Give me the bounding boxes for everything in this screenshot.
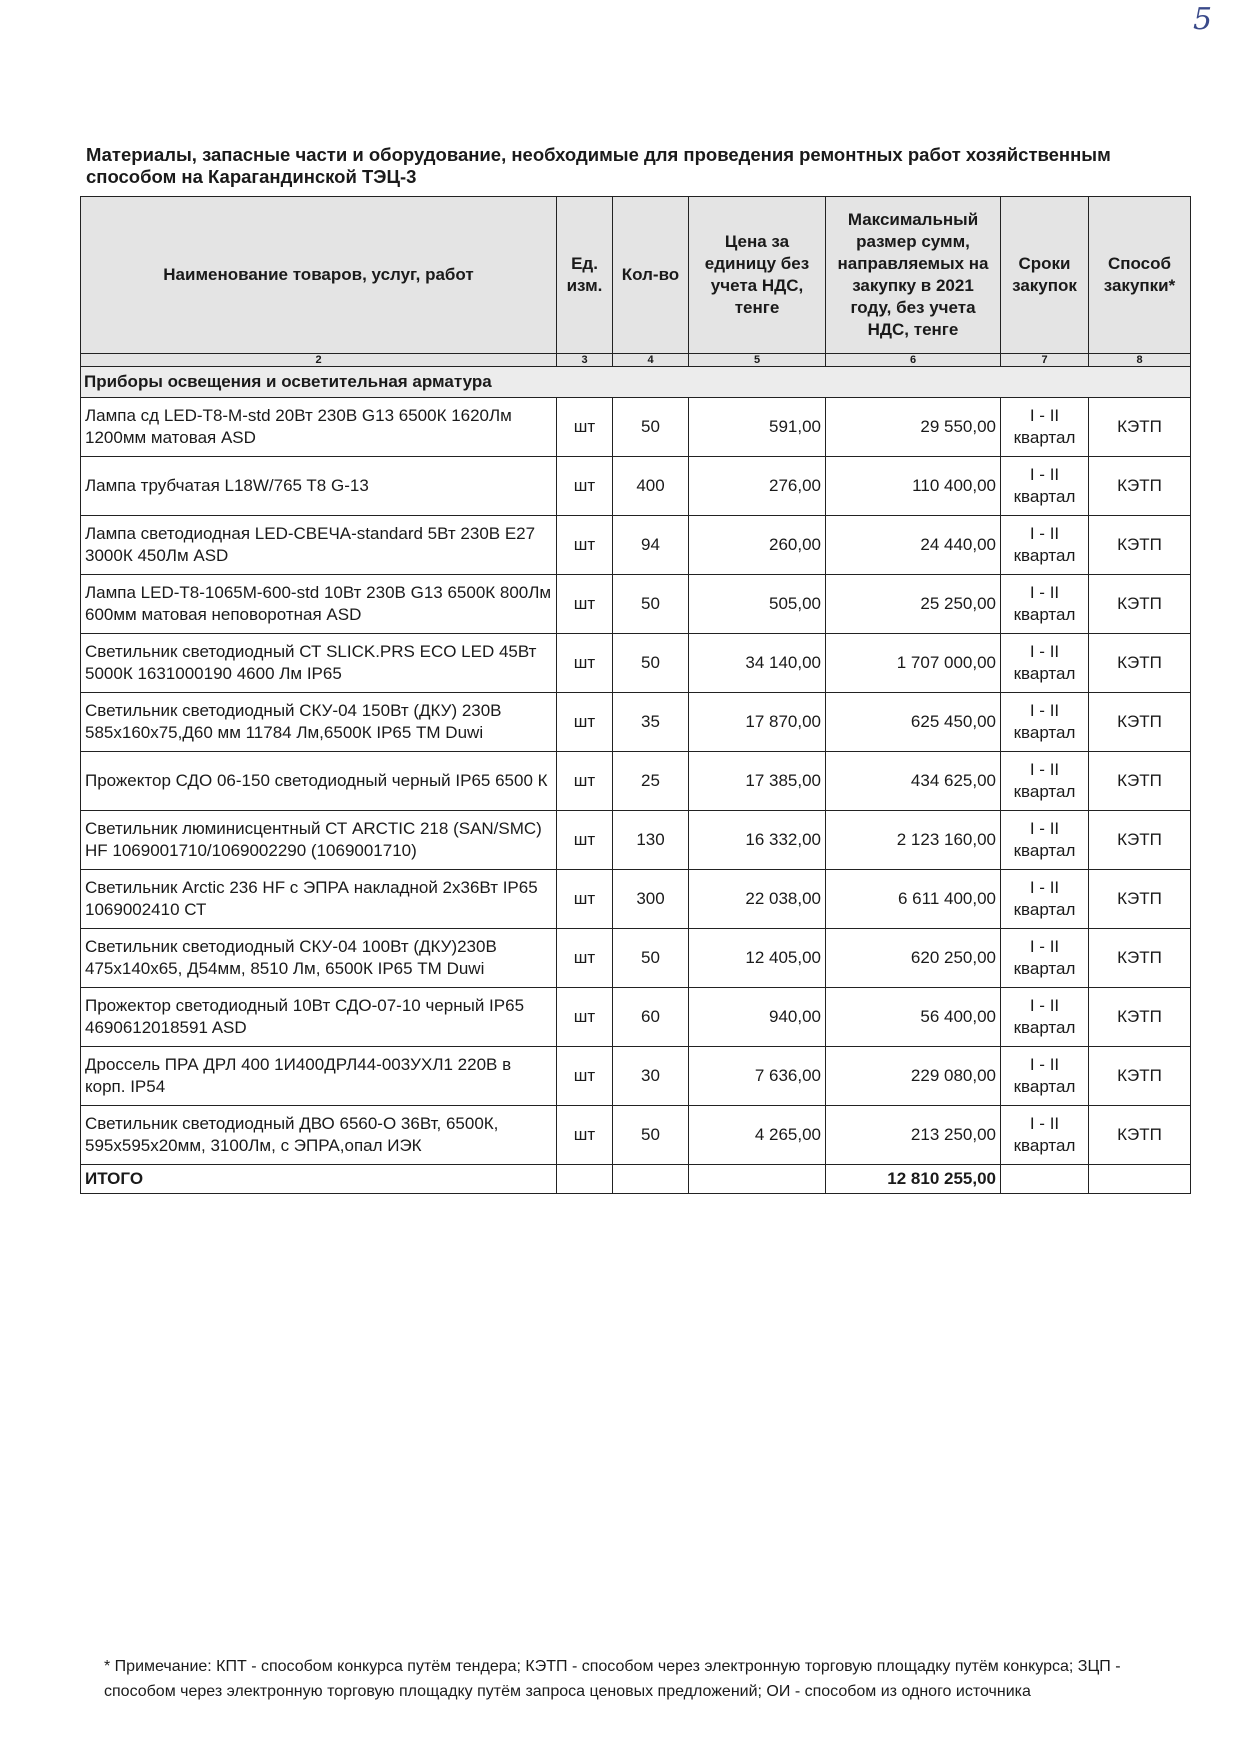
- table-row: [81, 1106, 1191, 1165]
- item-sum: 620 250,00: [826, 929, 1001, 988]
- item-sum: 110 400,00: [826, 457, 1001, 516]
- item-qty: 50: [613, 929, 689, 988]
- item-method: КЭТП: [1089, 1106, 1191, 1165]
- item-price: 4 265,00: [689, 1106, 826, 1165]
- column-number: 4: [613, 354, 689, 367]
- item-method: КЭТП: [1089, 457, 1191, 516]
- item-unit: шт: [557, 457, 613, 516]
- item-term: I - II квартал: [1001, 398, 1089, 457]
- item-price: 34 140,00: [689, 634, 826, 693]
- column-number: 3: [557, 354, 613, 367]
- item-sum: 2 123 160,00: [826, 811, 1001, 870]
- item-qty: 300: [613, 870, 689, 929]
- column-number: 8: [1089, 354, 1191, 367]
- column-header-qty: Кол-во: [613, 197, 689, 354]
- item-qty: 30: [613, 1047, 689, 1106]
- column-number: 2: [81, 354, 557, 367]
- item-name: Лампа сд LED-T8-M-std 20Вт 230В G13 6500К 1620Лм 1200мм матовая ASD: [81, 398, 557, 457]
- item-unit: шт: [557, 870, 613, 929]
- item-method: КЭТП: [1089, 634, 1191, 693]
- item-name: Прожектор СДО 06-150 светодиодный черный IP65 6500 К: [81, 752, 557, 811]
- document-heading: Материалы, запасные части и оборудование, необходимые для проведения ремонтных работ хозяйственным способом на Карагандинской ТЭЦ-3: [86, 144, 1111, 187]
- item-qty: 50: [613, 1106, 689, 1165]
- procurement-table: [80, 196, 1191, 1194]
- item-term: I - II квартал: [1001, 575, 1089, 634]
- item-unit: шт: [557, 988, 613, 1047]
- item-sum: 56 400,00: [826, 988, 1001, 1047]
- item-price: 16 332,00: [689, 811, 826, 870]
- table-row: [81, 988, 1191, 1047]
- total-label: ИТОГО: [81, 1165, 557, 1194]
- item-sum: 1 707 000,00: [826, 634, 1001, 693]
- item-name: Светильник светодиодный СКУ-04 100Вт (ДКУ)230В 475х140х65, Д54мм, 8510 Лм, 6500К IP65 ТМ Duwi: [81, 929, 557, 988]
- item-qty: 25: [613, 752, 689, 811]
- item-method: КЭТП: [1089, 693, 1191, 752]
- item-unit: шт: [557, 398, 613, 457]
- item-qty: 50: [613, 575, 689, 634]
- item-unit: шт: [557, 811, 613, 870]
- item-price: 505,00: [689, 575, 826, 634]
- item-term: I - II квартал: [1001, 634, 1089, 693]
- item-term: I - II квартал: [1001, 457, 1089, 516]
- column-header-unit: Ед. изм.: [557, 197, 613, 354]
- item-term: I - II квартал: [1001, 752, 1089, 811]
- item-unit: шт: [557, 1106, 613, 1165]
- total-empty-cell: [557, 1165, 613, 1194]
- item-method: КЭТП: [1089, 516, 1191, 575]
- item-method: КЭТП: [1089, 1047, 1191, 1106]
- section-title: Приборы освещения и осветительная арматура: [81, 367, 1191, 398]
- table-row: [81, 634, 1191, 693]
- table-row: [81, 516, 1191, 575]
- table-row: [81, 870, 1191, 929]
- item-method: КЭТП: [1089, 575, 1191, 634]
- item-term: I - II квартал: [1001, 516, 1089, 575]
- column-header-term: Сроки закупок: [1001, 197, 1089, 354]
- item-term: I - II квартал: [1001, 1106, 1089, 1165]
- table-row: [81, 398, 1191, 457]
- item-unit: шт: [557, 575, 613, 634]
- item-name: Прожектор светодиодный 10Вт СДО-07-10 черный IP65 4690612018591 ASD: [81, 988, 557, 1047]
- table-header-row: [81, 197, 1191, 354]
- item-qty: 50: [613, 634, 689, 693]
- item-name: Светильник Arctic 236 HF с ЭПРА накладной 2х36Вт IP65 1069002410 СТ: [81, 870, 557, 929]
- item-qty: 50: [613, 398, 689, 457]
- item-sum: 213 250,00: [826, 1106, 1001, 1165]
- column-number-row: [81, 354, 1191, 367]
- total-empty-cell: [613, 1165, 689, 1194]
- column-header-method: Способ закупки*: [1089, 197, 1191, 354]
- item-sum: 29 550,00: [826, 398, 1001, 457]
- item-qty: 130: [613, 811, 689, 870]
- item-method: КЭТП: [1089, 811, 1191, 870]
- item-price: 17 870,00: [689, 693, 826, 752]
- item-method: КЭТП: [1089, 398, 1191, 457]
- item-name: Светильник светодиодный СТ SLICK.PRS ECO LED 45Вт 5000К 1631000190 4600 Лм IP65: [81, 634, 557, 693]
- item-name: Лампа трубчатая L18W/765 T8 G-13: [81, 457, 557, 516]
- column-number: 6: [826, 354, 1001, 367]
- column-number: 5: [689, 354, 826, 367]
- table-row: [81, 693, 1191, 752]
- total-empty-cell: [1001, 1165, 1089, 1194]
- item-sum: 229 080,00: [826, 1047, 1001, 1106]
- item-term: I - II квартал: [1001, 988, 1089, 1047]
- table-row: [81, 457, 1191, 516]
- item-name: Лампа LED-T8-1065M-600-std 10Вт 230В G13 6500К 800Лм 600мм матовая неповоротная ASD: [81, 575, 557, 634]
- item-name: Светильник люминисцентный СТ ARCTIC 218 (SAN/SMC) HF 1069001710/1069002290 (1069001710): [81, 811, 557, 870]
- item-price: 940,00: [689, 988, 826, 1047]
- item-price: 17 385,00: [689, 752, 826, 811]
- item-price: 591,00: [689, 398, 826, 457]
- item-term: I - II квартал: [1001, 929, 1089, 988]
- column-header-price: Цена за единицу без учета НДС, тенге: [689, 197, 826, 354]
- column-header-name: Наименование товаров, услуг, работ: [81, 197, 557, 354]
- item-price: 22 038,00: [689, 870, 826, 929]
- item-sum: 434 625,00: [826, 752, 1001, 811]
- section-row: [81, 367, 1191, 398]
- item-qty: 60: [613, 988, 689, 1047]
- item-method: КЭТП: [1089, 929, 1191, 988]
- total-empty-cell: [1089, 1165, 1191, 1194]
- item-method: КЭТП: [1089, 870, 1191, 929]
- item-name: Лампа светодиодная LED-СВЕЧА-standard 5Вт 230В E27 3000К 450Лм ASD: [81, 516, 557, 575]
- item-unit: шт: [557, 1047, 613, 1106]
- item-term: I - II квартал: [1001, 811, 1089, 870]
- item-method: КЭТП: [1089, 752, 1191, 811]
- table-row: [81, 752, 1191, 811]
- item-price: 12 405,00: [689, 929, 826, 988]
- item-term: I - II квартал: [1001, 870, 1089, 929]
- table-row: [81, 929, 1191, 988]
- item-sum: 6 611 400,00: [826, 870, 1001, 929]
- item-sum: 625 450,00: [826, 693, 1001, 752]
- item-qty: 94: [613, 516, 689, 575]
- item-qty: 35: [613, 693, 689, 752]
- total-row: [81, 1165, 1191, 1194]
- item-sum: 25 250,00: [826, 575, 1001, 634]
- item-name: Светильник светодиодный ДВО 6560-О 36Вт, 6500К, 595х595х20мм, 3100Лм, с ЭПРА,опал ИЭК: [81, 1106, 557, 1165]
- item-unit: шт: [557, 693, 613, 752]
- item-unit: шт: [557, 516, 613, 575]
- column-header-sum: Максимальный размер сумм, направляемых на закупку в 2021 году, без учета НДС, тенге: [826, 197, 1001, 354]
- table-row: [81, 1047, 1191, 1106]
- item-name: Светильник светодиодный СКУ-04 150Вт (ДКУ) 230В 585х160х75,Д60 мм 11784 Лм,6500К IP65 ТМ Duwi: [81, 693, 557, 752]
- item-qty: 400: [613, 457, 689, 516]
- table-row: [81, 811, 1191, 870]
- item-price: 7 636,00: [689, 1047, 826, 1106]
- column-number: 7: [1001, 354, 1089, 367]
- total-sum: 12 810 255,00: [826, 1165, 1001, 1194]
- item-unit: шт: [557, 634, 613, 693]
- footnote: * Примечание: КПТ - способом конкурса путём тендера; КЭТП - способом через электронную торговую площадку путём конкурса; ЗЦП - способом через электронную торговую площадку путём запроса ценовых предложений; ОИ - способом из одного источника: [104, 1658, 1121, 1700]
- item-price: 276,00: [689, 457, 826, 516]
- item-price: 260,00: [689, 516, 826, 575]
- page-number: 5: [1193, 2, 1213, 37]
- table-row: [81, 575, 1191, 634]
- item-term: I - II квартал: [1001, 1047, 1089, 1106]
- item-name: Дроссель ПРА ДРЛ 400 1И400ДРЛ44-003УХЛ1 220В в корп. IP54: [81, 1047, 557, 1106]
- total-empty-cell: [689, 1165, 826, 1194]
- item-unit: шт: [557, 929, 613, 988]
- item-unit: шт: [557, 752, 613, 811]
- item-term: I - II квартал: [1001, 693, 1089, 752]
- item-sum: 24 440,00: [826, 516, 1001, 575]
- item-method: КЭТП: [1089, 988, 1191, 1047]
